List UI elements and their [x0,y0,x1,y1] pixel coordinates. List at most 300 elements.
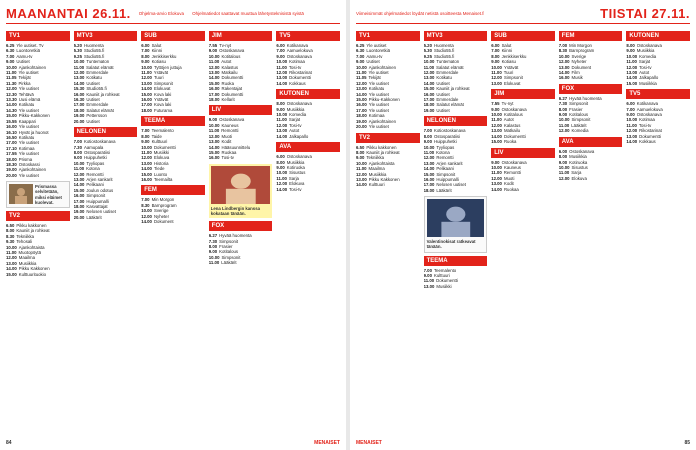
program-time: 15.00 [423,86,435,92]
program-time: 11.00 [276,175,287,181]
program-title: Kulttuuri [368,182,385,188]
promo-box [209,164,273,218]
program-title: Pirkka [18,80,31,86]
program-title: Tekniikka [16,233,35,239]
program-title: Simpsonit [153,80,173,86]
program-time: 8.00 [356,149,365,155]
program-time: 10.00 [141,144,152,150]
program-time: 10.00 [6,244,17,250]
program-title: Dokumentti [503,133,526,139]
program-time: 12.00 [626,128,638,134]
program-title: Ajankohtainen [18,167,47,173]
program-time: 12.00 [6,86,17,92]
program-title: Autot [221,59,232,65]
program-time: 14.00 [491,186,502,192]
program-time: 10.00 [558,117,570,123]
program-time: 15.30 [73,86,85,92]
program-title: Luonto [153,171,168,177]
program-time: 11.00 [558,122,570,128]
program-time: 11.30 [6,80,17,86]
program-time: 7.00 [356,53,365,59]
program-time: 9.00 [491,106,500,112]
program-title: Kotitalous [503,112,523,118]
program-time: 7.00 [423,267,432,273]
program-title: Rakentajat [221,86,243,92]
program-row [559,75,623,80]
program-time: 16.30 [73,97,85,103]
program-time: 13.00 [626,133,638,139]
program-time: 12.00 [73,70,85,76]
program-title: Salatut elämät [436,64,464,70]
program-time: 10.00 [208,122,220,128]
program-time: 7.30 [73,144,82,150]
program-time: 16.00 [141,176,152,182]
program-time: 14.00 [73,80,85,86]
program-title: Tyyliopas [86,160,105,166]
program-time: 6.50 [6,222,15,228]
program-title: Pelikaani [436,166,454,172]
program-time: 9.00 [558,112,568,118]
program-title: Remontti [503,170,521,176]
program-row [276,134,340,139]
program-time: 8.00 [6,228,15,234]
left-footer [6,439,340,447]
program-time: 12.00 [423,70,435,76]
program-title: Ostoskanava [636,112,662,118]
program-title: Simpsonit [219,238,239,244]
program-title: Emmerdale [86,102,109,108]
program-title: Pelikaani [86,182,104,188]
program-title: Kotimaa [289,59,305,65]
program-title: Aamuelokuva [286,48,313,54]
program-time: 7.30 [558,101,568,107]
program-title: Uutiset [436,107,450,113]
program-time: 13.00 [423,283,435,289]
program-time: 13.00 [208,139,220,145]
program-title: Salatut elämät [436,102,464,108]
program-title: Kotitalous [569,112,589,118]
left-header-note: Ohjelmatiedot saattavat muuttua lähetysteknisistä syistä [192,10,304,16]
program-time: 13.00 [423,75,435,81]
program-time: 6.00 [276,43,285,48]
program-title: Yle uutiset [368,80,389,86]
program-time: 9.00 [626,112,635,118]
program-time: 6.00 [626,101,635,107]
program-time: 15.00 [626,80,638,86]
program-title: Emmerdale [86,70,109,76]
program-time: 11.00 [6,250,17,255]
program-time: 15.00 [356,97,367,103]
program-time: 14.00 [491,133,502,139]
program-time: 14.30 [6,107,17,113]
program-title: Elokuva [571,175,587,181]
channel-header: JIM [491,89,555,99]
program-title: Kotiruoka [569,159,588,165]
program-title: Ostosparatiisi [433,133,460,139]
right-column [559,28,623,434]
program-title: Kotikatu [18,134,35,140]
channel-header: TEEMA [424,256,488,266]
program-time: 12.30 [6,91,17,97]
program-title: Arjen sankarit [436,160,463,166]
program-time: 8.00 [141,53,150,59]
program-title: Tekijät [18,75,31,81]
program-time: 12.00 [558,59,570,65]
program-title: Ruoka [221,80,234,86]
program-time: 15.00 [141,91,152,97]
channel-header: KUTONEN [626,31,690,41]
program-time: 15.00 [491,139,502,145]
program-time: 9.00 [558,159,568,165]
program-title: Ostoskanava [286,101,312,107]
program-time: 15.00 [73,187,85,193]
program-time: 14.00 [141,166,152,172]
left-column [141,28,205,434]
program-title: Kotiostoskanava [433,128,466,134]
program-title: Hyvää huomenta [569,95,602,101]
promo-photo-icon [427,199,485,237]
program-title: Lääkärit [436,187,452,193]
program-title: Emmerdale [436,97,459,103]
program-row [626,81,690,86]
program-time: 8.30 [6,233,15,239]
program-time: 8.00 [491,53,500,59]
program-title: Muoti [503,175,515,181]
program-title: Ajankohtaista [18,244,45,250]
program-title: Nyheter [153,213,169,219]
program-time: 14.00 [141,218,152,224]
program-title: Dokumentti [221,75,244,81]
program-title: Elokuva [289,181,305,187]
program-title: Kotona [86,166,100,172]
program-title: Kotitalous [219,249,239,255]
program-title: Ostoskanava [569,148,595,154]
program-title: Arjen sankarit [86,176,113,182]
promo-box [424,196,488,252]
program-time: 9.00 [6,59,15,65]
program-row [276,187,340,192]
program-time: 9.00 [208,48,218,54]
program-row [6,173,70,178]
promo-photo-icon [9,184,33,204]
program-title: Simpsonit [571,117,591,123]
program-time: 6.27 [558,95,568,101]
program-time: 7.00 [141,48,150,54]
program-time: 20.00 [6,172,17,178]
promo-caption: Lena Lindbergin kanssa kokataan tänään. [210,205,260,216]
program-time: 14.00 [276,80,288,86]
program-title: Autot [639,70,650,76]
program-title: Simpsonit [503,75,523,81]
program-title: Kodit [221,139,232,145]
program-time: 18.00 [141,107,152,113]
program-time: 11.00 [423,149,435,155]
program-title: Musiikkia [286,106,305,112]
program-title: Kiinni [151,48,163,54]
program-title: Dokument [571,64,592,70]
program-title: Taide [151,133,162,139]
program-time: 8.00 [626,43,635,48]
program-time: 13.00 [491,128,502,134]
program-title: Yle uutiset [368,107,389,113]
program-row [6,272,70,277]
program-time: 16.00 [6,124,17,130]
program-title: Matkailu [503,128,520,134]
program-title: Kotona [436,149,450,155]
program-time: 8.00 [276,101,285,107]
program-time: 10.00 [276,59,288,65]
program-title: Ystävät [153,97,169,103]
program-title: Studio55.fi [83,48,105,54]
program-time: 17.00 [6,140,17,146]
program-title: Kellarit [221,97,235,103]
program-time: 12.00 [208,64,220,70]
program-title: Musiikki [153,149,169,155]
program-time: 12.00 [626,64,638,70]
channel-header: TEEMA [141,116,205,126]
channel-header: NELONEN [424,116,488,126]
program-time: 15.00 [208,149,220,155]
program-time: 13.00 [276,75,288,81]
program-time: 11.05 [356,75,367,81]
program-title: Jenkkiserkku [151,53,177,59]
program-time: 19.00 [73,113,85,119]
program-title: Dokumentti [221,91,244,97]
program-title: Luontoretkiä [366,48,391,54]
program-time: 13.00 [558,64,570,70]
program-time: 20.00 [356,124,367,130]
program-title: Sisustus [571,164,588,170]
program-title: Tiede [153,166,165,172]
program-time: 10.00 [208,53,220,59]
program-title: Kaappari [18,118,36,124]
program-time: 16.00 [73,91,85,97]
program-title: Barnprogram [569,48,595,54]
program-time: 9.00 [423,139,432,145]
program-title: Kauniit ja rohkeat [436,86,470,92]
program-title: Jenkkiserkku [501,53,527,59]
program-row [141,219,205,224]
channel-header: LIV [209,105,273,115]
channel-header: FOX [559,84,623,94]
program-time: 9.25 [423,53,432,59]
program-title: Dokumentti [153,144,176,150]
program-title: Yle uutiset [368,124,389,130]
program-title: Ostoskanava [501,159,527,165]
program-title: Dokumentti [639,133,661,139]
channel-header: TV1 [356,31,420,41]
left-page [0,0,346,450]
program-title: Tehosali [16,239,33,245]
program-time: 12.00 [356,80,367,86]
program-title: Yle uutiset [368,102,389,108]
program-time: 11.00 [73,166,85,172]
program-time: 10.00 [356,160,367,166]
program-title: Elokuvat [153,86,171,92]
program-time: 16.00 [558,75,570,81]
left-column [74,28,138,434]
program-title: Maailma [368,166,385,172]
program-title: Min Morgon [569,43,592,48]
program-title: Aamu-tv [366,53,383,59]
program-title: Simpsonit [569,101,589,107]
program-title: Ostosparatiisi [83,149,110,155]
program-time: 9.00 [491,159,500,165]
program-title: Huippumalli [436,176,459,182]
program-title: Huippuhetki [83,155,107,161]
program-title: Rikostarinat [639,128,662,134]
program-time: 14.00 [208,75,220,81]
program-time: 5.20 [73,43,82,48]
program-time: 19.00 [73,209,85,215]
program-title: Musiikkia [286,159,305,165]
program-time: 16.10 [6,129,17,135]
program-time: 10.00 [491,112,502,118]
program-title: Kotimaa [18,145,35,151]
program-title: Ajankohtainen [368,64,397,70]
program-time: 6.00 [141,43,150,48]
program-time: 10.00 [558,53,570,59]
right-header-rule [356,23,690,24]
program-time: 9.00 [208,117,218,123]
program-title: Prisma [18,156,33,162]
program-title: Tuuri [503,70,514,76]
channel-header: MTV3 [424,31,488,41]
program-title: Muotopöytä [18,250,41,255]
program-title: Kodit [503,181,514,187]
program-title: Barnprogram [151,202,177,208]
program-title: Tosi-tv [638,122,652,128]
program-time: 10.00 [356,64,367,70]
program-time: 6.00 [558,148,568,154]
program-time: 7.30 [208,238,218,244]
program-time: 18.00 [356,113,367,119]
program-time: 11.00 [141,70,152,76]
program-title: Remontti [221,128,239,134]
program-time: 6.27 [208,233,218,239]
program-title: Tosi-tv [289,122,302,128]
program-row [209,155,273,160]
program-time: 9.00 [626,48,635,54]
channel-header: FOX [209,221,273,231]
program-title: Tyyliopas [436,144,455,150]
channel-header: SUB [491,31,555,41]
left-header [6,4,340,22]
promo-caption: Prismassa selvitetään, miksi eläimet kuolevat. [35,184,62,205]
program-title: Ostoskanava [219,117,245,123]
program-title: Yle uutiset [368,91,389,97]
program-time: 6.30 [6,48,15,54]
program-title: Ostoskanava [636,43,662,48]
program-time: 14.00 [423,80,435,86]
program-title: Pikku kakkonen [16,222,47,228]
program-title: Lääkärit [221,260,237,266]
program-title: Frasier [219,243,233,249]
program-title: Matkailu [221,70,238,76]
program-title: Uutiset [436,80,450,86]
program-time: 13.00 [6,260,17,266]
program-time: 17.55 [6,151,17,157]
program-title: Simpsonit [86,193,106,199]
program-time: 20.00 [73,118,85,124]
program-row [559,128,623,133]
program-time: 14.00 [276,133,288,139]
program-title: Autot [503,117,514,123]
program-title: Huomenta [83,43,104,48]
program-title: Jalkapallo [639,75,659,81]
program-title: Lääkärit [571,122,587,128]
program-row [356,124,420,129]
program-row [276,81,340,86]
program-time: 8.30 [558,48,568,54]
program-title: Hyvät ja huonot [18,129,49,135]
program-time: 16.00 [423,91,435,97]
program-title: Salut [151,43,162,48]
program-title: Tosi-tv [288,64,302,70]
program-time: 6.50 [356,144,365,150]
program-title: Nyheter [571,59,587,65]
program-time: 11.00 [276,117,287,123]
program-time: 10.00 [73,59,85,65]
left-header-rule [6,23,340,24]
program-time: 17.00 [73,102,85,108]
program-row [424,284,488,289]
program-time: 13.00 [73,75,85,81]
program-title: Rikostarinat [289,70,312,76]
channel-header: AVA [276,142,340,152]
program-title: Uusi elämä [18,97,41,103]
program-time: 11.00 [423,278,435,284]
program-time: 9.00 [423,272,432,278]
program-title: Yle uutiset. Tv [16,43,44,48]
program-title: Kalastus [503,122,521,128]
right-column [491,28,555,434]
program-row [491,187,555,192]
program-time: 13.00 [356,176,367,182]
program-title: Kotikatu [86,75,102,81]
program-time: 19.00 [423,107,435,113]
program-time: 9.00 [276,164,285,170]
program-title: Ystävät [153,70,169,76]
program-time: 12.00 [491,75,502,81]
program-title: Sisustus [289,170,306,176]
program-time: 13.00 [73,176,85,182]
program-title: Pikku Kakkonen [18,266,50,272]
program-title: Pikku kakkonen [366,144,397,150]
program-time: 9.00 [141,139,150,145]
program-time: 18.00 [6,156,17,162]
program-title: Ostoskanava [286,53,312,59]
program-time: 9.00 [208,249,218,255]
program-time: 16.00 [141,97,152,103]
program-time: 11.00 [208,260,220,266]
program-time: 15.00 [208,80,220,86]
right-header-note: Viimeisimmät ohjelmatiedot löydät netistä osoitteesta Menaiset.fi [356,10,485,16]
program-time: 7.00 [141,197,150,203]
channel-header: JIM [209,31,273,41]
program-time: 14.00 [356,182,367,188]
channel-header: TV1 [6,31,70,41]
program-title: Pikku Kakkonen [368,176,400,182]
program-title: Simpsonit [436,171,456,177]
program-time: 8.00 [423,133,432,139]
program-title: Pikku-Kakkonen [368,97,400,103]
program-title: Sarja [571,170,582,176]
program-time: 11.05 [6,75,17,81]
program-title: Simpsonit [221,254,241,260]
program-time: 12.00 [208,133,220,139]
program-time: 16.00 [208,86,220,92]
